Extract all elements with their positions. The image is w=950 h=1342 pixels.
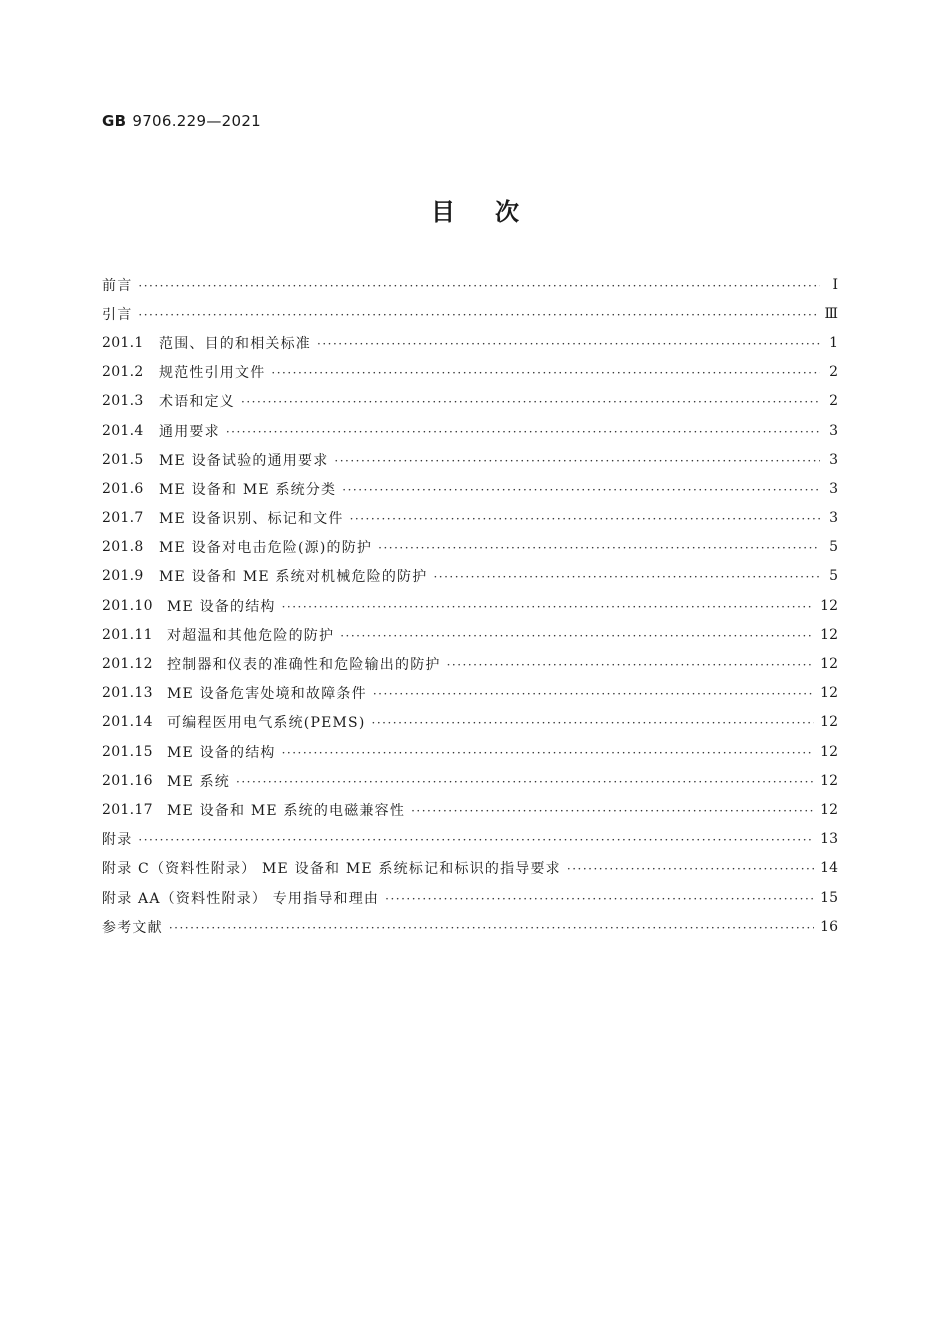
toc-leader-dots (433, 570, 820, 584)
toc-entry-title: 范围、目的和相关标准 (159, 335, 311, 352)
toc-entry-201-6[interactable] (102, 474, 838, 503)
toc-page-number: 12 (820, 626, 838, 643)
toc-entry-title: 对超温和其他危险的防护 (167, 627, 335, 644)
toc-leader-dots (138, 279, 820, 293)
toc-entry-201-16[interactable] (102, 766, 838, 795)
toc-entry-201-17[interactable] (102, 795, 838, 824)
toc-entry-title: 控制器和仪表的准确性和危险输出的防护 (167, 657, 441, 674)
toc-page-number: 2 (829, 393, 838, 410)
toc-entry-201-3[interactable] (102, 387, 838, 416)
toc-entry-number: 201.13 (102, 685, 153, 702)
toc-entry-title: 可编程医用电气系统(PEMS) (167, 715, 366, 732)
toc-leader-dots (372, 716, 815, 730)
toc-page-number: 12 (820, 772, 838, 789)
toc-entry-title: 规范性引用文件 (159, 365, 266, 382)
toc-entry-number: 201.10 (102, 597, 153, 614)
toc-page-number: 15 (820, 889, 838, 906)
toc-leader-dots (226, 425, 820, 439)
toc-leader-dots (340, 629, 814, 643)
toc-leader-dots (411, 804, 814, 818)
toc-entry-title: ME 设备对电击危险(源)的防护 (159, 540, 373, 557)
toc-entry-number: 201.1 (102, 334, 144, 351)
toc-entry-title: 引言 (102, 306, 133, 323)
toc-leader-dots (350, 512, 820, 526)
toc-page-number: 13 (820, 831, 838, 848)
toc-entry-appendix-c[interactable] (102, 854, 838, 883)
toc-leader-dots (567, 862, 814, 876)
toc-entry-201-2[interactable] (102, 358, 838, 387)
toc-entry-number: 201.12 (102, 656, 153, 673)
toc-entry-201-14[interactable] (102, 708, 838, 737)
toc-entry-number: 201.4 (102, 422, 144, 439)
toc-entry-title: 参考文献 (102, 919, 163, 936)
toc-entry-201-7[interactable] (102, 504, 838, 533)
toc-page-number: 16 (820, 918, 838, 935)
toc-leader-dots (334, 454, 820, 468)
toc-entry-201-11[interactable] (102, 620, 838, 649)
toc-entry-201-13[interactable] (102, 679, 838, 708)
toc-leader-dots (138, 833, 814, 847)
toc-entry-201-4[interactable] (102, 416, 838, 445)
toc-entry-title: ME 设备试验的通用要求 (159, 452, 329, 469)
page-title: 目次 (431, 198, 559, 226)
toc-entry-201-8[interactable] (102, 533, 838, 562)
toc-page-number: 2 (829, 364, 838, 381)
toc-page-number: 12 (820, 656, 838, 673)
toc-leader-dots (282, 746, 815, 760)
toc-entry-201-5[interactable] (102, 445, 838, 474)
toc-entry-title: ME 设备识别、标记和文件 (159, 511, 344, 528)
toc-leader-dots (169, 921, 814, 935)
toc-entry-title: ME 设备和 ME 系统的电磁兼容性 (167, 802, 406, 819)
toc-entry-number: 201.8 (102, 539, 144, 556)
toc-leader-dots (342, 483, 820, 497)
toc-entry-title: 术语和定义 (159, 394, 235, 411)
toc-entry-title: ME 设备和 ME 系统分类 (159, 481, 337, 498)
toc-entry-title: 附录 AA（资料性附录） 专用指导和理由 (102, 890, 380, 907)
toc-page-number: Ⅰ (832, 276, 838, 293)
toc-leader-dots (282, 600, 815, 614)
toc-leader-dots (373, 687, 814, 701)
toc-leader-dots (317, 337, 820, 351)
toc-entry-number: 201.7 (102, 510, 144, 527)
toc-page-number: 3 (829, 510, 838, 527)
toc-leader-dots (138, 308, 818, 322)
toc-entry-title: ME 系统 (167, 773, 231, 790)
standard-number (102, 112, 261, 130)
toc-page-number: 5 (829, 568, 838, 585)
toc-leader-dots (236, 775, 814, 789)
toc-entry-number: 201.11 (102, 626, 153, 643)
toc-entry-201-10[interactable] (102, 591, 838, 620)
toc-entry-number: 201.6 (102, 480, 144, 497)
toc-entry-bibliography[interactable] (102, 912, 838, 941)
toc-leader-dots (385, 892, 814, 906)
toc-leader-dots (271, 366, 820, 380)
toc-entry-number: 201.3 (102, 393, 144, 410)
toc-entry-number: 201.2 (102, 364, 144, 381)
toc-page-number: 12 (820, 743, 838, 760)
toc-entry-number: 201.5 (102, 451, 144, 468)
toc-page-number: 12 (820, 714, 838, 731)
toc-entry-appendix[interactable] (102, 825, 838, 854)
toc-page-number: 3 (829, 451, 838, 468)
toc-leader-dots (447, 658, 815, 672)
toc-entry-201-15[interactable] (102, 737, 838, 766)
standard-code: 9706.229—2021 (132, 112, 262, 130)
toc-entry-title: 通用要求 (159, 423, 220, 440)
table-of-contents (102, 270, 838, 941)
toc-entry-number: 201.16 (102, 772, 153, 789)
toc-entry-number: 201.15 (102, 743, 153, 760)
toc-entry-201-1[interactable] (102, 328, 838, 357)
toc-entry-201-12[interactable] (102, 649, 838, 678)
toc-page-number: 12 (820, 685, 838, 702)
toc-page-number: 1 (829, 334, 838, 351)
standard-prefix: GB (102, 112, 127, 130)
toc-entry-title: 附录 (102, 832, 133, 849)
toc-entry-title: 前言 (102, 277, 133, 294)
toc-entry-title: ME 设备危害处境和故障条件 (167, 686, 367, 703)
toc-entry-title: ME 设备的结构 (167, 744, 276, 761)
toc-page-number: 14 (820, 860, 838, 877)
toc-entry-number: 201.17 (102, 801, 153, 818)
toc-entry-number: 201.14 (102, 714, 153, 731)
toc-page-number: 12 (820, 597, 838, 614)
toc-entry-appendix-aa[interactable] (102, 883, 838, 912)
toc-leader-dots (241, 395, 820, 409)
toc-page-number: 5 (829, 539, 838, 556)
toc-entry-introduction[interactable] (102, 299, 838, 328)
toc-page-number: Ⅲ (824, 305, 838, 322)
toc-entry-title: ME 设备和 ME 系统对机械危险的防护 (159, 569, 428, 586)
toc-page-number: 3 (829, 422, 838, 439)
toc-page-number: 12 (820, 801, 838, 818)
toc-entry-title: 附录 C（资料性附录） ME 设备和 ME 系统标记和标识的指导要求 (102, 861, 561, 878)
toc-entry-title: ME 设备的结构 (167, 598, 276, 615)
toc-page-number: 3 (829, 480, 838, 497)
toc-entry-201-9[interactable] (102, 562, 838, 591)
toc-leader-dots (378, 541, 820, 555)
toc-entry-number: 201.9 (102, 568, 144, 585)
toc-entry-foreword[interactable] (102, 270, 838, 299)
